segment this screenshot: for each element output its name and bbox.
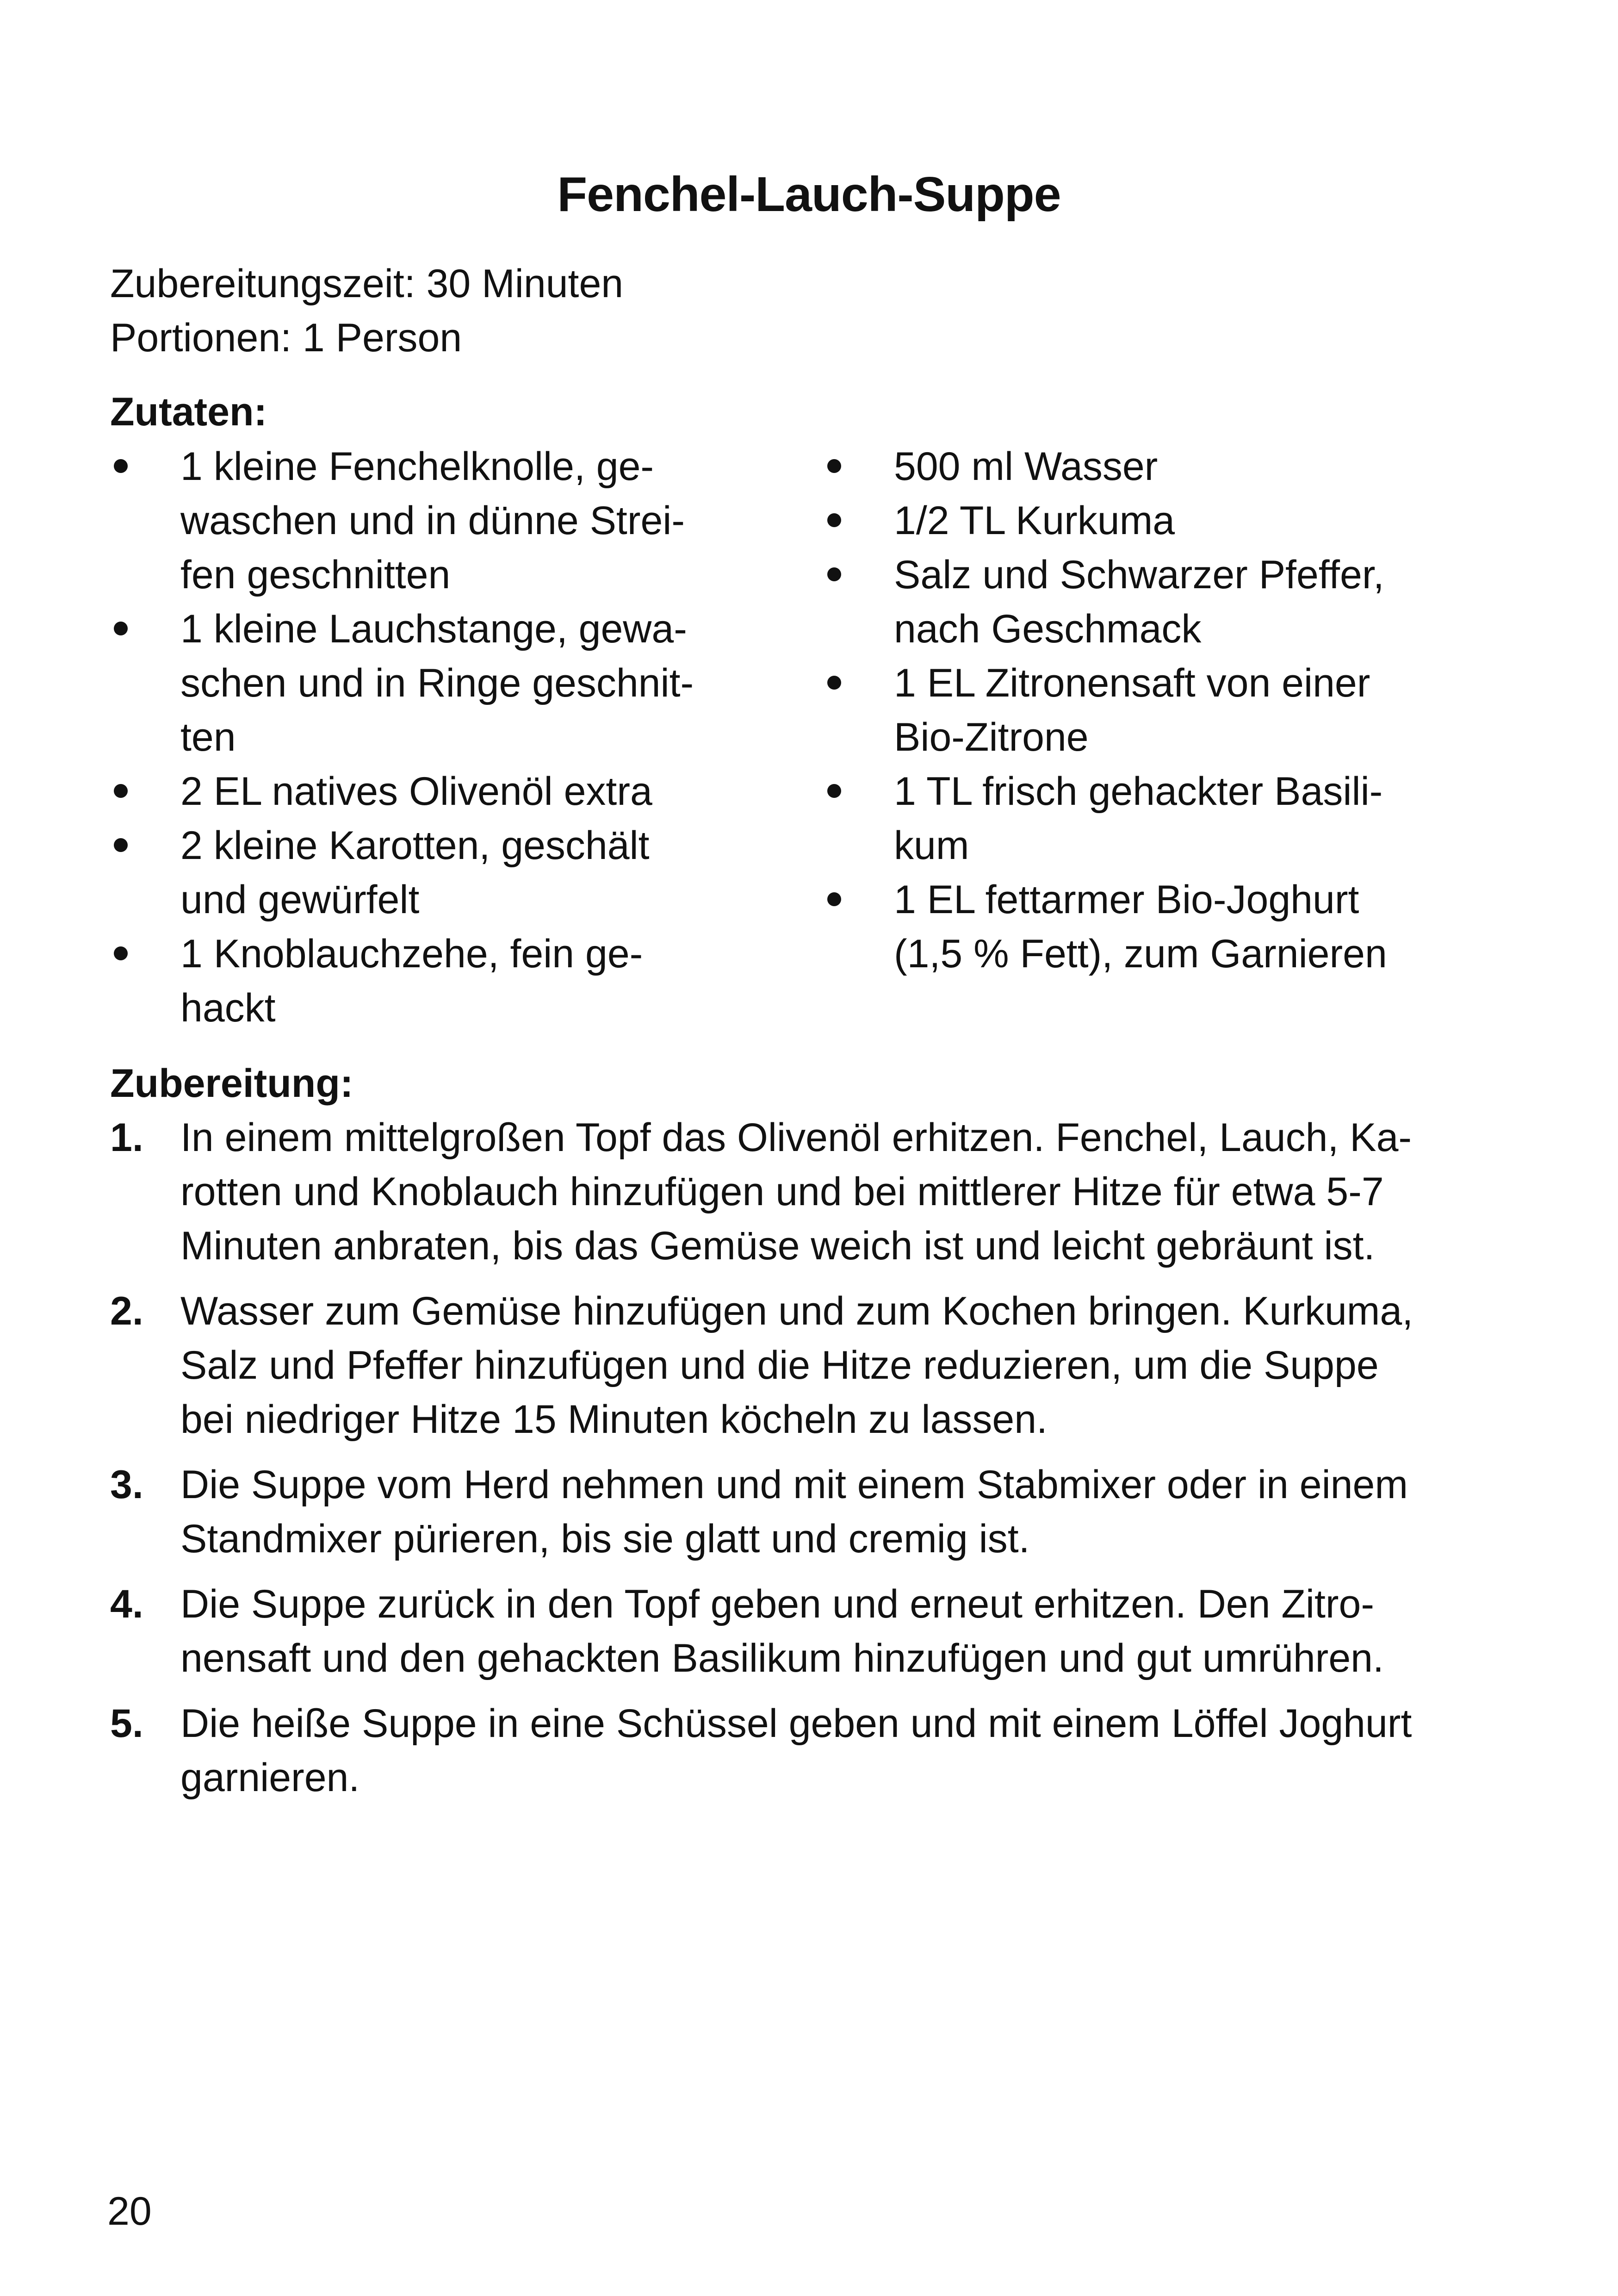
step-number: 2. [110, 1289, 143, 1333]
ingredient-text-line: 1 kleine Fenchelknolle, ge- [180, 444, 654, 489]
ingredient-text-line: 1 Knoblauchzehe, fein ge- [180, 932, 643, 976]
ingredient-text-line: (1,5 % Fett), zum Garnieren [894, 932, 1387, 976]
ingredient-item [824, 494, 1434, 548]
ingredients-list-left [110, 440, 721, 1035]
page-number: 20 [107, 2189, 152, 2234]
preparation-heading: Zubereitung: [110, 1061, 353, 1106]
ingredient-text-line: 2 EL natives Olivenöl extra [180, 769, 652, 814]
ingredient-item [110, 440, 721, 602]
step-text-line: garnieren. [180, 1755, 360, 1800]
ingredient-item [110, 765, 721, 819]
ingredient-text-line: 500 ml Wasser [894, 444, 1158, 489]
step-text-line: Die heiße Suppe in eine Schüssel geben und mit einem Löffel Joghurt [180, 1701, 1412, 1746]
ingredient-text-line: und gewürfelt [180, 877, 420, 922]
step-text-line: Die Suppe zurück in den Topf geben und erneut erhitzen. Den Zitro- [180, 1582, 1374, 1626]
ingredient-item [824, 765, 1434, 873]
step-number: 4. [110, 1582, 143, 1626]
ingredient-text-line: 1 TL frisch gehackter Basili- [894, 769, 1383, 814]
ingredient-text-line: 1 EL Zitronensaft von einer [894, 661, 1370, 705]
ingredient-item [824, 873, 1434, 981]
step-text-line: Wasser zum Gemüse hinzufügen und zum Kochen bringen. Kurkuma, [180, 1289, 1413, 1333]
preparation-step [110, 1111, 1415, 1273]
ingredient-text-line: 1 EL fettarmer Bio-Joghurt [894, 877, 1359, 922]
recipe-title: Fenchel-Lauch-Suppe [557, 167, 1061, 222]
preparation-step [110, 1577, 1415, 1686]
ingredient-text-line: schen und in Ringe geschnit- [180, 661, 694, 705]
ingredient-text-line: 1 kleine Lauchstange, gewa- [180, 607, 687, 651]
ingredient-text-line: hackt [180, 986, 276, 1030]
preparation-step [110, 1458, 1415, 1566]
step-text-line: Standmixer pürieren, bis sie glatt und cremig ist. [180, 1517, 1030, 1561]
ingredients-heading: Zutaten: [110, 390, 267, 434]
preparation-step [110, 1697, 1415, 1805]
step-text-line: In einem mittelgroßen Topf das Olivenöl erhitzen. Fenchel, Lauch, Ka- [180, 1115, 1412, 1160]
ingredients-list-right [824, 440, 1434, 981]
ingredient-text-line: Bio-Zitrone [894, 715, 1089, 759]
step-number: 3. [110, 1462, 143, 1507]
prep-time: Zubereitungszeit: 30 Minuten [110, 261, 624, 306]
step-text-line: nensaft und den gehackten Basilikum hinzufügen und gut umrühren. [180, 1636, 1384, 1680]
ingredient-text-line: Salz und Schwarzer Pfeffer, [894, 553, 1384, 597]
ingredient-item [824, 656, 1434, 765]
servings: Portionen: 1 Person [110, 316, 462, 360]
ingredient-text-line: nach Geschmack [894, 607, 1202, 651]
ingredient-text-line: kum [894, 823, 969, 868]
ingredient-text-line: fen geschnitten [180, 553, 451, 597]
ingredient-text-line: 1/2 TL Kurkuma [894, 498, 1175, 543]
ingredient-text-line: ten [180, 715, 236, 759]
step-text-line: Salz und Pfeffer hinzufügen und die Hitze reduzieren, um die Suppe [180, 1343, 1379, 1388]
step-text-line: Minuten anbraten, bis das Gemüse weich ist und leicht gebräunt ist. [180, 1224, 1375, 1268]
ingredient-text-line: waschen und in dünne Strei- [180, 498, 685, 543]
step-text-line: rotten und Knoblauch hinzufügen und bei mittlerer Hitze für etwa 5-7 [180, 1170, 1384, 1214]
ingredient-text-line: 2 kleine Karotten, geschält [180, 823, 650, 868]
step-text-line: Die Suppe vom Herd nehmen und mit einem Stabmixer oder in einem [180, 1462, 1408, 1507]
preparation-step [110, 1284, 1415, 1447]
ingredient-item [110, 927, 721, 1035]
ingredient-item [110, 819, 721, 927]
preparation-steps [110, 1111, 1415, 1816]
ingredient-item [824, 440, 1434, 494]
ingredient-item [824, 548, 1434, 656]
ingredient-item [110, 602, 721, 765]
step-number: 5. [110, 1701, 143, 1746]
step-text-line: bei niedriger Hitze 15 Minuten köcheln zu lassen. [180, 1397, 1048, 1442]
recipe-meta [110, 257, 623, 365]
step-number: 1. [110, 1115, 143, 1160]
